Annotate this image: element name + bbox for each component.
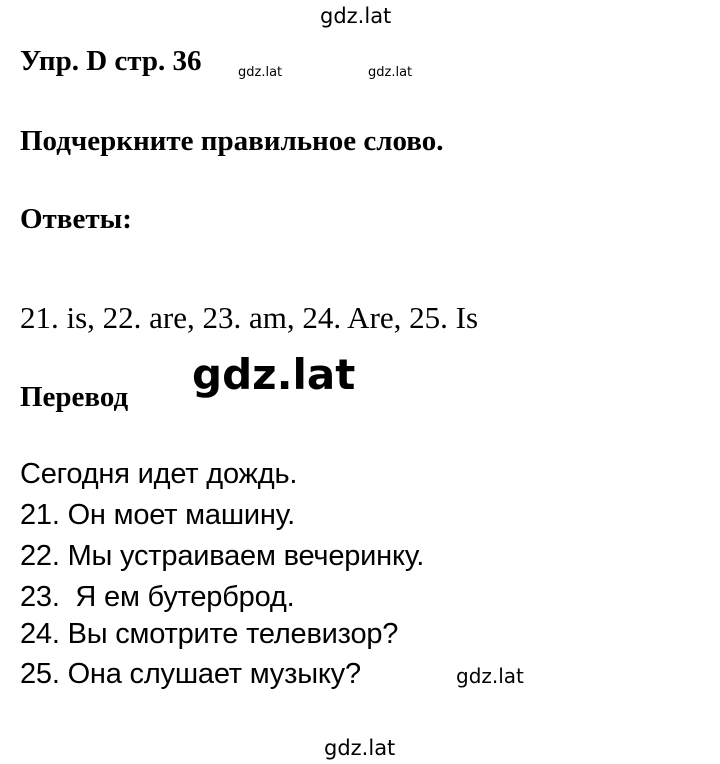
answers-line: 21. is, 22. are, 23. am, 24. Are, 25. Is <box>20 300 479 335</box>
instruction: Подчеркните правильное слово. <box>20 125 444 157</box>
translation-line: 21. Он моет машину. <box>20 499 295 531</box>
exercise-title: Упр. D стр. 36 <box>20 45 202 77</box>
watermark-top: gdz.lat <box>320 4 392 28</box>
translation-line: Сегодня идет дождь. <box>20 458 298 490</box>
translation-line: 23. Я ем бутерброд. <box>20 581 295 613</box>
answers-heading: Ответы: <box>20 203 132 235</box>
translation-line: 25. Она слушает музыку? <box>20 658 361 690</box>
translation-line: 22. Мы устраиваем вечеринку. <box>20 540 425 572</box>
translation-heading: Перевод <box>20 381 129 413</box>
translation-line: 24. Вы смотрите телевизор? <box>20 618 399 650</box>
watermark-title-a: gdz.lat <box>238 65 283 80</box>
watermark-big: gdz.lat <box>192 350 356 399</box>
watermark-inline: gdz.lat <box>456 664 524 688</box>
watermark-bottom: gdz.lat <box>324 736 396 760</box>
watermark-title-b: gdz.lat <box>368 65 413 80</box>
